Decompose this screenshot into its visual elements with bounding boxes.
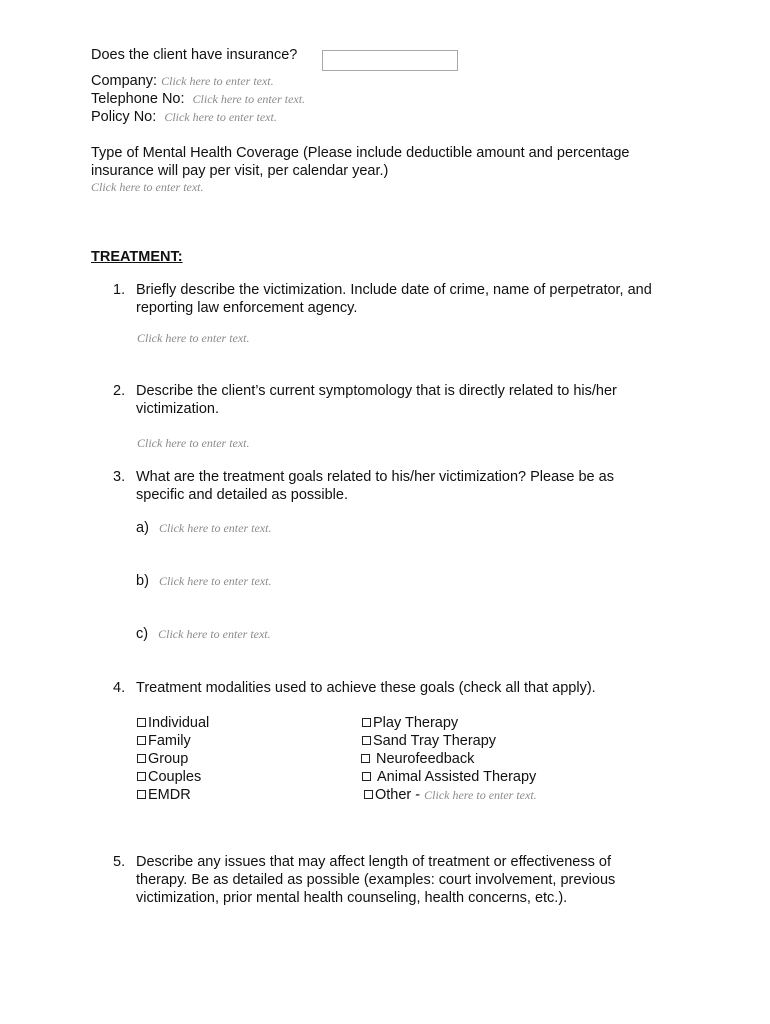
policy-label: Policy No: (91, 109, 157, 125)
company-label: Company: (91, 73, 158, 89)
checkbox[interactable] (137, 736, 146, 745)
checkbox[interactable] (137, 718, 146, 727)
modality-label: EMDR (148, 787, 191, 803)
goal-a (136, 520, 271, 536)
q3-line-2: specific and detailed as possible. (136, 487, 348, 503)
q4-number: 4. (113, 680, 126, 696)
modality-label: Other - (375, 787, 421, 803)
checkbox[interactable] (362, 736, 371, 745)
other-field[interactable]: Click here to enter text. (424, 788, 537, 802)
modality-family[interactable] (137, 733, 191, 749)
goal-b-label: b) (136, 573, 149, 589)
insurance-question: Does the client have insurance? (91, 47, 298, 63)
goal-b (136, 573, 271, 589)
q5-line-3: victimization, prior mental health counseling, health concerns, etc.). (136, 890, 568, 906)
modality-label: Individual (148, 715, 210, 731)
modality-label: Group (148, 751, 189, 767)
checkbox[interactable] (361, 754, 370, 763)
treatment-heading: TREATMENT: (91, 249, 183, 265)
modality-label: Play Therapy (373, 715, 459, 731)
modality-couples[interactable] (137, 769, 201, 785)
q2-field[interactable]: Click here to enter text. (137, 436, 250, 450)
q5-number: 5. (113, 854, 126, 870)
modality-label: Neurofeedback (376, 751, 475, 767)
checkbox[interactable] (137, 754, 146, 763)
q3-number: 3. (113, 469, 126, 485)
goal-b-field[interactable]: Click here to enter text. (158, 574, 272, 588)
q5-line-2: therapy. Be as detailed as possible (examples: court involvement, previous (136, 872, 616, 888)
modality-animal-assisted-therapy[interactable] (362, 769, 536, 785)
goal-a-field[interactable]: Click here to enter text. (158, 521, 272, 535)
modality-sand-tray-therapy[interactable] (362, 733, 496, 749)
coverage-field[interactable]: Click here to enter text. (91, 180, 204, 194)
q2-number: 2. (113, 383, 126, 399)
goal-a-label: a) (136, 520, 149, 536)
modality-individual[interactable] (137, 715, 209, 731)
checkbox[interactable] (364, 790, 373, 799)
checkbox[interactable] (137, 790, 146, 799)
modality-label: Family (148, 733, 191, 749)
coverage-line-2: insurance will pay per visit, per calendar year.) (91, 163, 389, 179)
modality-label: Animal Assisted Therapy (377, 769, 537, 785)
modality-play-therapy[interactable] (362, 715, 458, 731)
checkbox[interactable] (137, 772, 146, 781)
modality-label: Couples (148, 769, 202, 785)
goal-c-label: c) (136, 626, 149, 642)
modality-emdr[interactable] (137, 787, 191, 803)
goal-c (136, 626, 271, 642)
q5-line-1: Describe any issues that may affect length of treatment or effectiveness of (136, 854, 611, 870)
insurance-answer-field[interactable] (322, 50, 458, 71)
q1-line-1: Briefly describe the victimization. Include date of crime, name of perpetrator, and (136, 282, 652, 298)
q3-line-1: What are the treatment goals related to his/her victimization? Please be as (136, 469, 614, 485)
checkbox[interactable] (362, 772, 371, 781)
goal-c-field[interactable]: Click here to enter text. (158, 627, 271, 641)
telephone-label: Telephone No: (91, 91, 185, 107)
coverage-line-1: Type of Mental Health Coverage (Please include deductible amount and percentage (91, 145, 630, 161)
q2-line-2: victimization. (136, 401, 219, 417)
policy-row (91, 109, 277, 125)
modality-group[interactable] (137, 751, 188, 767)
modality-other[interactable] (364, 787, 537, 803)
telephone-row (91, 91, 305, 107)
q4-text: Treatment modalities used to achieve these goals (check all that apply). (136, 680, 596, 696)
policy-field[interactable]: Click here to enter text. (164, 110, 277, 124)
modality-label: Sand Tray Therapy (373, 733, 497, 749)
q2-line-1: Describe the client’s current symptomology that is directly related to his/her (136, 383, 617, 399)
company-row (91, 73, 274, 89)
q1-line-2: reporting law enforcement agency. (136, 300, 358, 316)
company-field[interactable]: Click here to enter text. (161, 74, 274, 88)
q1-number: 1. (113, 282, 126, 298)
q1-field[interactable]: Click here to enter text. (137, 331, 250, 345)
modality-neurofeedback[interactable] (361, 751, 474, 767)
checkbox[interactable] (362, 718, 371, 727)
telephone-field[interactable]: Click here to enter text. (192, 92, 306, 106)
